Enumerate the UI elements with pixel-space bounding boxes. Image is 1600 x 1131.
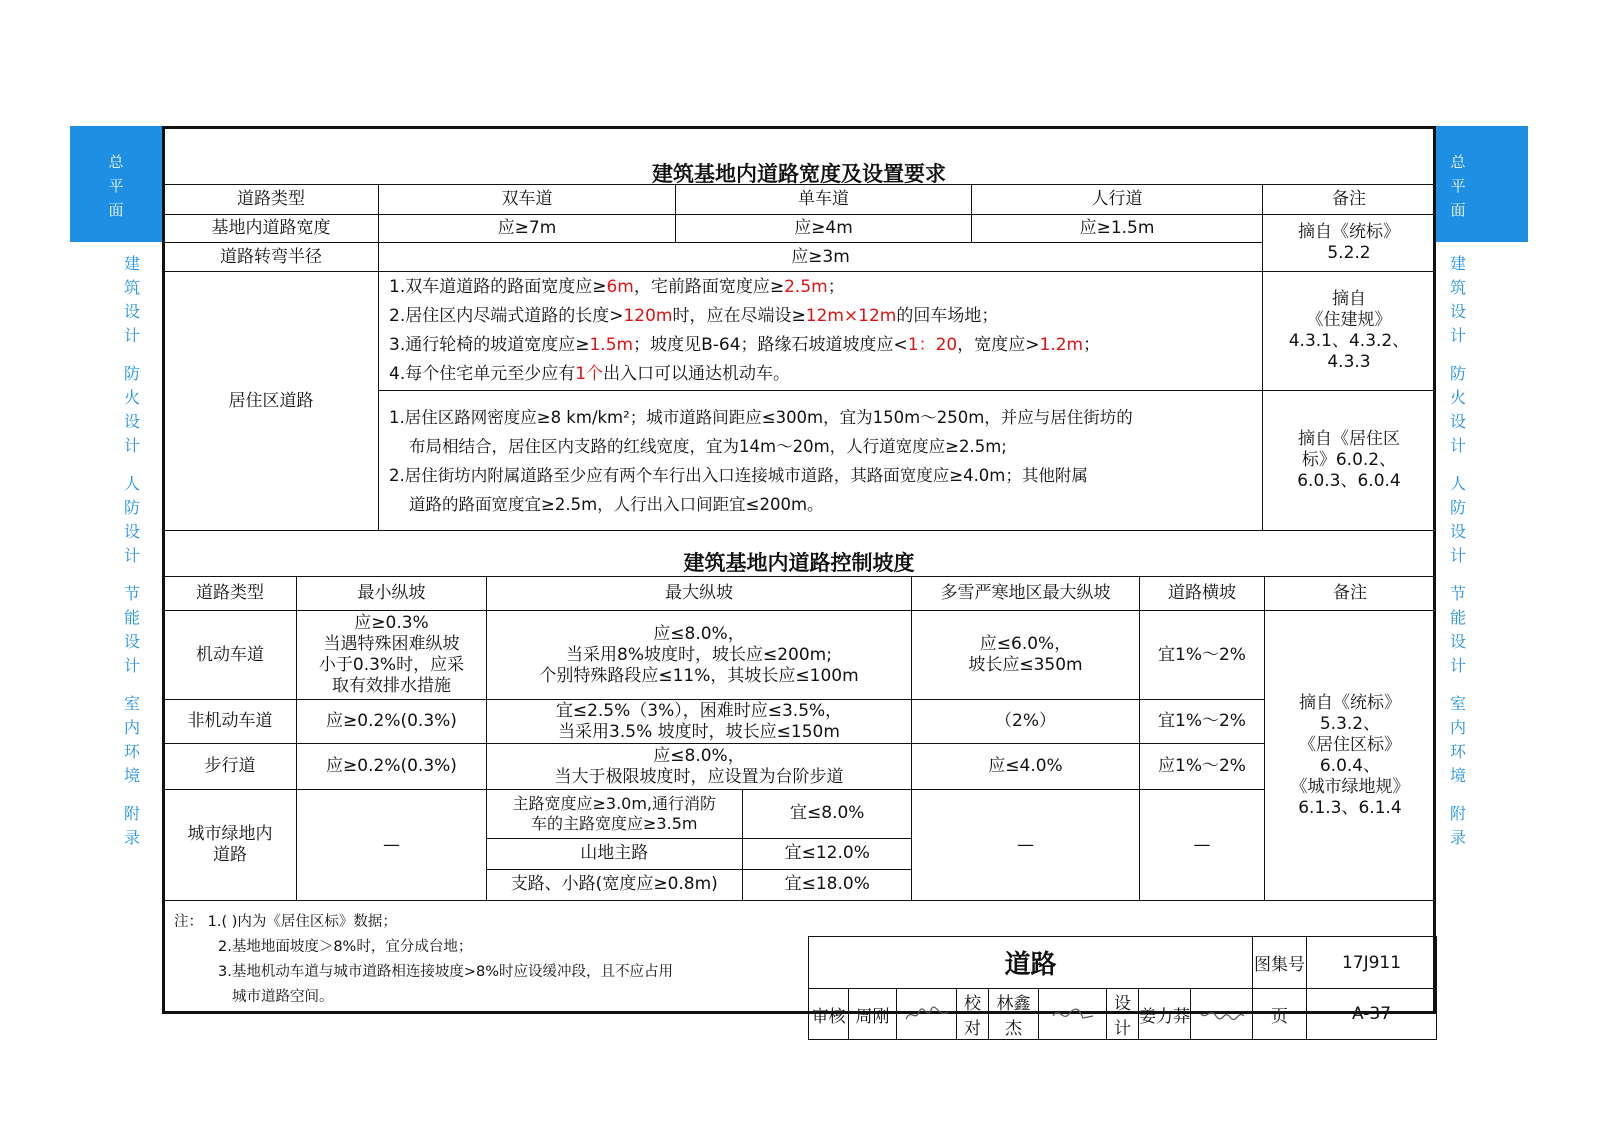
row-road-width xyxy=(164,215,1436,243)
nav-char: 计 xyxy=(1449,326,1466,345)
res-b-line: 布局相结合，居住区内支路的红线宽度，宜为14m～20m，人行道宽度应≥2.5m; xyxy=(409,436,1007,456)
tab-char: 总 xyxy=(108,153,124,171)
res-a-segment: ，宅前路面宽度应≥ xyxy=(633,277,785,297)
nav-char: 附 xyxy=(123,804,140,823)
note-line: 注： 1.( )内为《居住区标》数据； xyxy=(174,914,397,930)
nav-char: 设 xyxy=(1449,522,1466,541)
row-residential-a xyxy=(164,272,1436,391)
remark-t2-line: 《城市绿地规》 xyxy=(1290,776,1410,797)
tab-char: 面 xyxy=(108,201,124,219)
green-max xyxy=(487,790,912,901)
green-main-road xyxy=(487,790,742,838)
green-mountain-slope: 宜≤12.0% xyxy=(742,838,912,869)
res-a-segment: 120m xyxy=(623,306,673,326)
tab-char: 平 xyxy=(1450,177,1466,195)
res-a-segment: 4.每个住宅单元至少应有 xyxy=(389,364,576,384)
turn-radius-value: 应≥3m xyxy=(379,243,1263,272)
motor-label: 机动车道 xyxy=(164,611,297,700)
walk-max-line: 应≤8.0%， xyxy=(653,745,745,766)
walk-max-line: 当大于极限坡度时，应设置为台阶步道 xyxy=(554,766,844,787)
green-label-line: 城市绿地内 xyxy=(187,824,273,844)
note-line: 城市道路空间。 xyxy=(232,989,334,1005)
nav-char: 附 xyxy=(1449,804,1466,823)
remark-2-line: 4.3.3 xyxy=(1327,352,1371,372)
res-a-segment: ，宽度应> xyxy=(957,335,1040,355)
nonmotor-snow: （2%） xyxy=(912,700,1140,744)
motor-min xyxy=(297,611,487,700)
res-b-line: 2.居住街坊内附属道路至少应有两个车行出入口连接城市道路，其路面宽度应≥4.0m；其他附属 xyxy=(389,465,1088,485)
th2-road-type: 道路类型 xyxy=(164,577,297,611)
green-sub-table xyxy=(487,790,912,900)
res-a-segment: ；坡度见B-64；路缘石坡道坡度应< xyxy=(633,335,908,355)
row-turn-radius xyxy=(164,243,1436,272)
remark-t2-line: 《居住区标》 xyxy=(1299,734,1401,755)
right-section-nav xyxy=(1436,252,1480,864)
signature-icon xyxy=(1049,1004,1097,1024)
green-main-slope: 宜≤8.0% xyxy=(742,790,912,838)
walk-cross: 应1%～2% xyxy=(1140,744,1265,790)
walk-max xyxy=(487,744,912,790)
residential-road-label: 居住区道路 xyxy=(164,272,379,531)
nav-section-link[interactable] xyxy=(110,472,154,568)
th2-max-slope: 最大纵坡 xyxy=(487,577,912,611)
nonmotor-min: 应≥0.2%(0.3%) xyxy=(297,700,487,744)
nav-char: 境 xyxy=(1449,766,1466,785)
reviewer-signature xyxy=(897,989,957,1040)
checker-signature xyxy=(1039,989,1107,1040)
nav-char: 计 xyxy=(123,326,140,345)
nav-char: 筑 xyxy=(1449,278,1466,297)
nav-char: 设 xyxy=(123,412,140,431)
res-a-segment: ； xyxy=(827,277,845,297)
review-label: 审核 xyxy=(809,989,849,1040)
footnotes xyxy=(174,910,673,1010)
remark-t2-line: 6.1.3、6.1.4 xyxy=(1298,797,1402,818)
th-remark: 备注 xyxy=(1263,185,1436,215)
nav-char: 防 xyxy=(123,498,140,517)
page-number: A-37 xyxy=(1307,989,1437,1040)
green-snow: — xyxy=(912,790,1140,901)
single-lane-width: 应≥4m xyxy=(676,215,972,243)
green-cross: — xyxy=(1140,790,1265,901)
motor-min-line: 取有效排水措施 xyxy=(332,676,451,696)
res-a-segment: 1个 xyxy=(575,364,604,384)
nav-char: 计 xyxy=(123,436,140,455)
th2-min-slope: 最小纵坡 xyxy=(297,577,487,611)
nav-char: 火 xyxy=(1449,388,1466,407)
res-b-line: 1.居住区路网密度应≥8 km/km²；城市道路间距应≤300m，宜为150m～250m，并应与居住街坊的 xyxy=(389,407,1133,427)
double-lane-width: 应≥7m xyxy=(379,215,676,243)
remark-t2-line: 5.3.2、 xyxy=(1319,713,1381,734)
road-width-table xyxy=(163,184,1436,531)
road-width-label: 基地内道路宽度 xyxy=(164,215,379,243)
nav-char: 设 xyxy=(123,522,140,541)
nav-char: 计 xyxy=(1449,546,1466,565)
title-block xyxy=(808,936,1436,1039)
walk-label: 步行道 xyxy=(164,744,297,790)
walk-snow: 应≤4.0% xyxy=(912,744,1140,790)
remark-t2-line: 6.0.4、 xyxy=(1319,755,1381,776)
designer-name: 姜力莽 xyxy=(1139,989,1191,1040)
nonmotor-max-line: 宜≤2.5%（3%），困难时应≤3.5%， xyxy=(555,700,843,721)
nav-char: 设 xyxy=(1449,302,1466,321)
nav-char: 境 xyxy=(123,766,140,785)
res-a-segment: ； xyxy=(1083,335,1101,355)
th-road-type: 道路类型 xyxy=(164,185,379,215)
nav-char: 节 xyxy=(1449,584,1466,603)
tab-char: 总 xyxy=(1450,153,1466,171)
remark-2 xyxy=(1263,272,1436,391)
nav-section-link[interactable] xyxy=(1436,582,1480,678)
sidewalk-width: 应≥1.5m xyxy=(972,215,1263,243)
table2-title: 建筑基地内道路控制坡度 xyxy=(683,551,915,575)
nav-char: 防 xyxy=(1449,498,1466,517)
nav-char: 能 xyxy=(123,608,140,627)
motor-snow xyxy=(912,611,1140,700)
drawing-title: 道路 xyxy=(809,937,1253,989)
nav-char: 环 xyxy=(1449,742,1466,761)
tab-char: 平 xyxy=(108,177,124,195)
nav-char: 人 xyxy=(1449,474,1466,493)
design-label: 设计 xyxy=(1107,989,1139,1040)
nav-section-link[interactable] xyxy=(110,692,154,788)
row-walk xyxy=(164,744,1436,790)
motor-min-line: 应≥0.3% xyxy=(354,613,429,633)
signature-icon xyxy=(903,1004,951,1024)
nav-char: 计 xyxy=(1449,436,1466,455)
remark-t2-line: 摘自《统标》 xyxy=(1299,692,1401,713)
nav-char: 环 xyxy=(123,742,140,761)
nav-char: 内 xyxy=(1449,718,1466,737)
atlas-number: 17J911 xyxy=(1307,937,1437,989)
nav-char: 录 xyxy=(1449,828,1466,847)
nonmotor-max xyxy=(487,700,912,744)
designer-signature xyxy=(1191,989,1253,1040)
nav-char: 室 xyxy=(123,694,140,713)
tab-char: 面 xyxy=(1450,201,1466,219)
nav-char: 人 xyxy=(123,474,140,493)
nav-char: 建 xyxy=(1449,254,1466,273)
res-a-segment: 6m xyxy=(606,277,634,297)
remark-3 xyxy=(1263,391,1436,531)
green-label-line: 道路 xyxy=(213,845,247,865)
res-a-segment: 12m×12m xyxy=(805,306,897,326)
page-label: 页 xyxy=(1253,989,1307,1040)
res-a-line xyxy=(389,360,1258,389)
table2-header-row xyxy=(164,577,1436,611)
green-main-line: 主路宽度应≥3.0m,通行消防 xyxy=(512,793,717,813)
th2-cross-slope: 道路横坡 xyxy=(1140,577,1265,611)
reviewer-name: 周刚 xyxy=(849,989,897,1040)
table1-header-row xyxy=(164,185,1436,215)
remark-1-line: 5.2.2 xyxy=(1327,243,1371,263)
nav-char: 能 xyxy=(1449,608,1466,627)
motor-max-line: 个别特殊路段应≤11%，其坡长应≤100m xyxy=(539,665,859,686)
res-a-segment: 2.5m xyxy=(784,277,828,297)
signature-icon xyxy=(1198,1004,1246,1024)
th2-snow-max-slope: 多雪严寒地区最大纵坡 xyxy=(912,577,1140,611)
motor-min-line: 当遇特殊困难纵坡 xyxy=(323,634,460,654)
remark-table2 xyxy=(1265,611,1436,901)
nav-char: 计 xyxy=(123,546,140,565)
residential-items-b xyxy=(379,391,1263,531)
nav-char: 防 xyxy=(1449,364,1466,383)
nav-char: 计 xyxy=(123,656,140,675)
green-min: — xyxy=(297,790,487,901)
th2-remark: 备注 xyxy=(1265,577,1436,611)
atlas-label: 图集号 xyxy=(1253,937,1307,989)
row-green xyxy=(164,790,1436,901)
note-line: 2.基地地面坡度＞8%时，宜分成台地； xyxy=(218,939,473,955)
remark-2-line: 《住建规》 xyxy=(1306,310,1392,330)
res-a-segment: 3.通行轮椅的坡道宽度应≥ xyxy=(389,335,590,355)
left-section-tab[interactable] xyxy=(70,126,162,242)
right-section-tab[interactable] xyxy=(1436,126,1528,242)
motor-max-line: 应≤8.0%， xyxy=(653,623,745,644)
row-motor xyxy=(164,611,1436,700)
nav-char: 设 xyxy=(1449,412,1466,431)
res-a-segment: 出入口可以通达机动车。 xyxy=(603,364,791,384)
th-double-lane: 双车道 xyxy=(379,185,676,215)
nav-section-link[interactable] xyxy=(110,362,154,458)
motor-max-line: 当采用8%坡度时，坡长应≤200m; xyxy=(566,644,832,665)
green-label xyxy=(164,790,297,901)
nav-section-link[interactable] xyxy=(110,252,154,348)
res-a-line xyxy=(389,302,1258,331)
motor-snow-line: 应≤6.0%， xyxy=(979,634,1072,654)
green-main-line: 车的主路宽度应≥3.5m xyxy=(531,813,698,833)
checker-name: 林鑫杰 xyxy=(989,989,1039,1040)
nav-section-link[interactable] xyxy=(110,582,154,678)
green-path-road: 支路、小路(宽度应≥0.8m) xyxy=(487,869,742,900)
nav-section-link[interactable] xyxy=(1436,472,1480,568)
left-section-nav xyxy=(110,252,154,864)
nonmotor-max-line: 当采用3.5% 坡度时，坡长应≤150m xyxy=(558,721,840,742)
nav-section-link[interactable] xyxy=(110,802,154,850)
nonmotor-cross: 宜1%～2% xyxy=(1140,700,1265,744)
remark-1-line: 摘自《统标》 xyxy=(1298,222,1400,242)
remark-3-line: 摘自《居住区 xyxy=(1298,429,1400,449)
nav-char: 室 xyxy=(1449,694,1466,713)
table1-title: 建筑基地内道路宽度及设置要求 xyxy=(652,162,946,186)
nav-char: 节 xyxy=(123,584,140,603)
nav-char: 设 xyxy=(123,632,140,651)
row-nonmotor xyxy=(164,700,1436,744)
remark-3-line: 标》6.0.2、 xyxy=(1301,450,1397,470)
motor-min-line: 小于0.3%时，应采 xyxy=(318,655,465,675)
res-a-line xyxy=(389,331,1258,360)
residential-items-a xyxy=(379,272,1263,391)
nav-char: 设 xyxy=(123,302,140,321)
res-a-segment: 的回车场地； xyxy=(896,306,999,326)
green-path-slope: 宜≤18.0% xyxy=(742,869,912,900)
res-a-segment: 时，应在尽端设≥ xyxy=(672,306,806,326)
nav-char: 计 xyxy=(1449,656,1466,675)
th-single-lane: 单车道 xyxy=(676,185,972,215)
motor-max xyxy=(487,611,912,700)
nav-char: 筑 xyxy=(123,278,140,297)
nonmotor-label: 非机动车道 xyxy=(164,700,297,744)
nav-section-link[interactable] xyxy=(1436,802,1480,850)
turn-radius-label: 道路转弯半径 xyxy=(164,243,379,272)
res-a-segment: 2.居住区内尽端式道路的长度> xyxy=(389,306,624,326)
nav-section-link[interactable] xyxy=(1436,362,1480,458)
res-b-line: 道路的路面宽度宜≥2.5m，人行出入口间距宜≤200m。 xyxy=(409,494,824,514)
remark-2-line: 摘自 xyxy=(1332,289,1366,309)
res-a-segment: 1.双车道道路的路面宽度应≥ xyxy=(389,277,607,297)
check-label: 校对 xyxy=(957,989,989,1040)
res-a-segment: 1.5m xyxy=(589,335,634,355)
res-a-line xyxy=(389,273,1258,302)
nav-char: 录 xyxy=(123,828,140,847)
remark-2-line: 4.3.1、4.3.2、 xyxy=(1288,331,1410,351)
res-a-segment: 1.2m xyxy=(1039,335,1084,355)
nav-char: 建 xyxy=(123,254,140,273)
green-mountain-road: 山地主路 xyxy=(487,838,742,869)
nav-section-link[interactable] xyxy=(1436,252,1480,348)
nav-section-link[interactable] xyxy=(1436,692,1480,788)
remark-1 xyxy=(1263,215,1436,272)
nav-char: 防 xyxy=(123,364,140,383)
nav-char: 内 xyxy=(123,718,140,737)
walk-min: 应≥0.2%(0.3%) xyxy=(297,744,487,790)
res-a-segment: 1：20 xyxy=(907,335,958,355)
nav-char: 设 xyxy=(1449,632,1466,651)
motor-cross: 宜1%～2% xyxy=(1140,611,1265,700)
motor-snow-line: 坡长应≤350m xyxy=(968,655,1083,675)
note-line: 3.基地机动车道与城市道路相连接坡度>8%时应设缓冲段，且不应占用 xyxy=(218,964,673,980)
remark-3-line: 6.0.3、6.0.4 xyxy=(1297,471,1401,491)
th-sidewalk: 人行道 xyxy=(972,185,1263,215)
road-slope-table xyxy=(163,576,1436,901)
nav-char: 火 xyxy=(123,388,140,407)
